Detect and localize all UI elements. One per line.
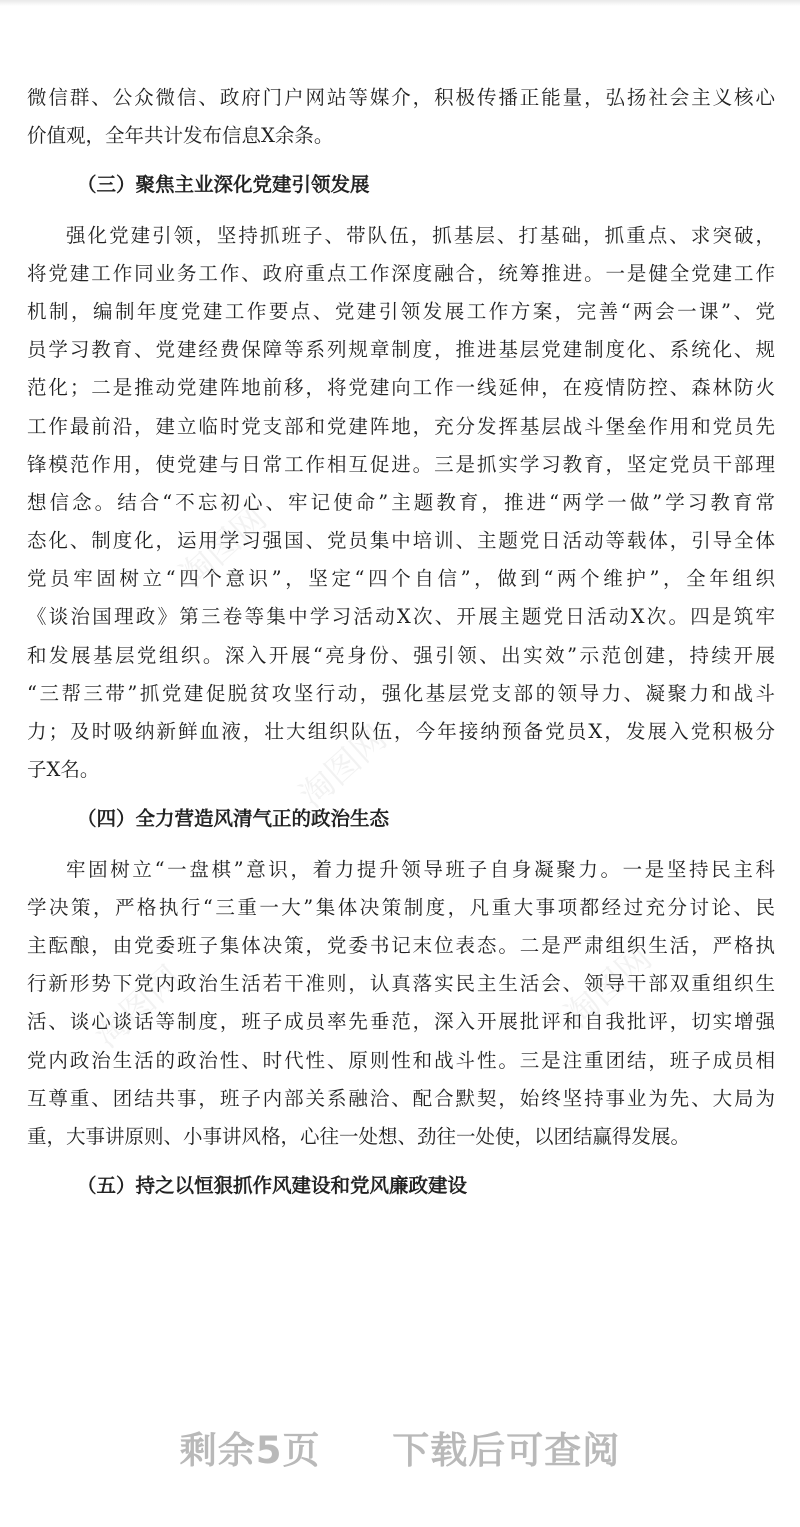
paragraph-line: 想信念。结合“不忘初心、牢记使命”主题教育，推进“两学一做”学习教育常 [27, 490, 775, 514]
paragraph-line: 和发展基层党组织。深入开展“亮身份、强引领、出实效”示范创建，持续开展 [27, 643, 775, 667]
document-body [27, 79, 775, 1217]
watermark-1: 淘图网 [172, 498, 275, 597]
paragraph-line: 子X名。 [27, 758, 100, 782]
paragraph-line: 党内政治生活的政治性、时代性、原则性和战斗性。三是注重团结，班子成员相 [27, 1048, 775, 1072]
paragraph-line: 范化；二是推动党建阵地前移，将党建向工作一线延伸，在疫情防控、森林防火 [27, 376, 775, 400]
paragraph-line: 工作最前沿，建立临时党支部和党建阵地，充分发挥基层战斗堡垒作用和党员先 [27, 414, 775, 438]
paragraph-line: 微信群、公众微信、政府门户网站等媒介，积极传播正能量，弘扬社会主义核心 [27, 86, 775, 109]
paragraph-political-ecology [27, 851, 775, 1157]
watermark-3: 淘图网 [87, 958, 190, 1057]
paragraph-line: 价值观，全年共计发布信息X余条。 [27, 124, 334, 148]
remaining-pages-label: 剩余5页 [179, 1429, 321, 1472]
download-banner[interactable] [0, 1420, 800, 1474]
paragraph-line: 牢固树立“一盘棋”意识，着力提升领导班子自身凝聚力。一是坚持民主科 [66, 857, 775, 881]
watermark-2: 淘图网 [292, 718, 395, 817]
paragraph-line: 互尊重、团结共事，班子内部关系融洽、配合默契，始终坚持事业为先、大局为 [27, 1086, 775, 1110]
download-to-view-label: 下载后可查阅 [392, 1429, 621, 1472]
paragraph-media [27, 79, 775, 155]
paragraph-line: 行新形势下党内政治生活若干准则，认真落实民主生活会、领导干部双重组织生 [27, 972, 775, 996]
paragraph-line: 员学习教育、党建经费保障等系列规章制度，推进基层党建制度化、系统化、规 [27, 338, 775, 362]
paragraph-line: 重，大事讲原则、小事讲风格，心往一处想、劲往一处使，以团结赢得发展。 [27, 1124, 691, 1148]
paragraph-line: 将党建工作同业务工作、政府重点工作深度融合，统筹推进。一是健全党建工作 [27, 261, 775, 285]
paragraph-line: 锋模范作用，使党建与日常工作相互促进。三是抓实学习教育，坚定党员干部理 [27, 452, 775, 476]
paragraph-line: 主酝酿，由党委班子集体决策，党委书记末位表态。二是严肃组织生活，严格执 [27, 933, 775, 957]
paragraph-line: 强化党建引领，坚持抓班子、带队伍，抓基层、打基础，抓重点、求突破， [66, 223, 775, 247]
paragraph-line: 《谈治国理政》第三卷等集中学习活动X次、开展主题党日活动X次。四是筑牢 [27, 605, 775, 629]
paragraph-line: 党员牢固树立“四个意识”，坚定“四个自信”，做到“两个维护”，全年组织 [27, 567, 775, 591]
section-heading-3: （三）聚焦主业深化党建引领发展 [77, 173, 370, 197]
page-top-edge [0, 0, 800, 6]
section-heading-4: （四）全力营造风清气正的政治生态 [77, 807, 390, 831]
paragraph-line: “三帮三带”抓党建促脱贫攻坚行动，强化基层党支部的领导力、凝聚力和战斗 [27, 681, 775, 705]
paragraph-line: 活、谈心谈话等制度，班子成员率先垂范，深入开展批评和自我批评，切实增强 [27, 1010, 775, 1034]
watermark-4: 淘图网 [557, 938, 660, 1037]
paragraph-line: 学决策，严格执行“三重一大”集体决策制度，凡重大事项都经过充分讨论、民 [27, 895, 775, 919]
paragraph-line: 机制，编制年度党建工作要点、党建引领发展工作方案，完善“两会一课”、党 [27, 299, 775, 323]
paragraph-line: 力；及时吸纳新鲜血液，壮大组织队伍，今年接纳预备党员X，发展入党积极分 [27, 720, 775, 743]
section-heading-5: （五）持之以恒狠抓作风建设和党风廉政建设 [77, 1174, 468, 1198]
paragraph-party-building [27, 217, 775, 790]
paragraph-line: 态化、制度化，运用学习强国、党员集中培训、主题党日活动等载体，引导全体 [27, 529, 775, 553]
